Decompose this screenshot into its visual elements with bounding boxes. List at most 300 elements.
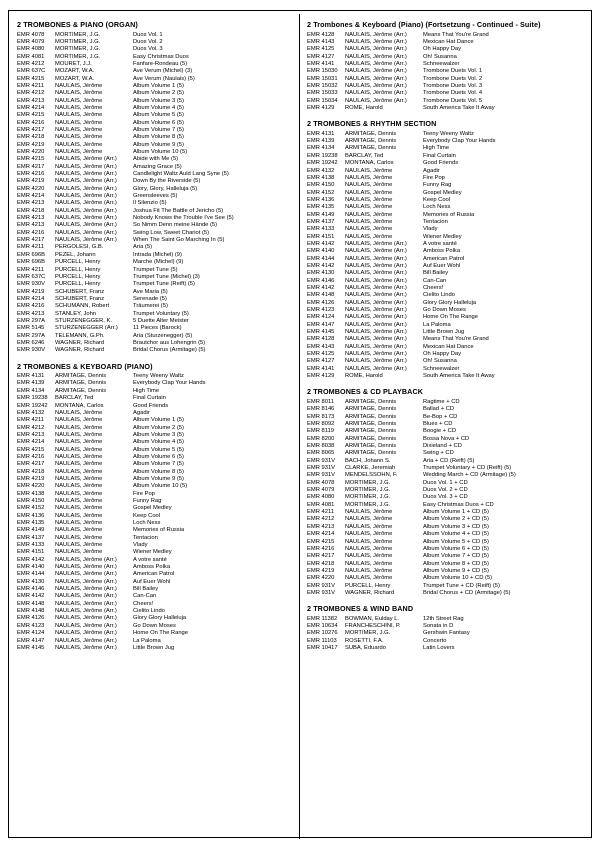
item-code: EMR 4139 [307,138,335,145]
item-composer: NAULAIS, Jérôme (Arr.) [345,46,407,53]
item-title: Duos Vol. 1 [133,31,163,38]
table-row [307,160,583,167]
item-composer: STANLEY, John [55,310,97,317]
item-title: Swing Low, Sweet Chariot (5) [133,229,210,236]
item-code: EMR 930V [17,281,46,288]
table-row [17,333,292,340]
item-title: Album Volume 9 (5) [133,475,184,482]
item-code: EMR 5145 [17,325,45,332]
item-title: Teeny Weeny Waltz [423,130,474,137]
item-title: Brautchor aus Lohengrin (5) [133,339,206,346]
item-title: Swing + CD [423,450,454,457]
item-title: Loch Ness [423,204,451,211]
item-composer: NAULAIS, Jérôme (Arr.) [345,60,407,67]
table-row [17,156,292,163]
item-code: EMR 4143 [307,38,335,45]
left-column [10,14,300,839]
item-composer: MOZART, W.A. [55,68,95,75]
item-code: EMR 8146 [307,406,335,413]
table-row [17,542,292,549]
item-title: Aria + CD (Reift) (5) [423,457,475,464]
table-row [307,502,583,509]
item-title: Good Friends [133,402,169,409]
item-title: Mexican Hat Dance [423,343,474,350]
item-title: Everybody Clap Your Hands [423,138,496,145]
table-row [307,616,583,623]
item-composer: NAULAIS, Jérôme (Arr.) [55,608,117,615]
item-code: EMR 637C [17,273,46,280]
item-composer: NAULAIS, Jérôme [345,560,393,567]
item-title: Album Volume 3 + CD (5) [423,523,489,530]
item-composer: PURCELL, Henry [55,266,101,273]
item-composer: NAULAIS, Jérôme [345,531,393,538]
item-title: Album Volume 10 + CD (5) [423,575,493,582]
catalog-table [17,32,292,355]
item-title: Sonata in D [423,623,454,630]
item-composer: PURCELL, Henry [55,273,101,280]
item-title: Down By the Riverside (5) [133,178,201,185]
item-composer: ARMITAGE, Dennis [55,387,107,394]
item-code: EMR 931V [307,472,336,479]
table-row [307,568,583,575]
item-code: EMR 4218 [17,134,45,141]
item-title: Gershwin Fantasy [423,630,470,637]
item-title: Trombone Duets Vol. 3 [423,82,483,89]
table-row [307,234,583,241]
item-code: EMR 19238 [307,152,338,159]
table-row [307,300,583,307]
item-code: EMR 4212 [307,516,335,523]
table-row [17,76,292,83]
item-composer: NAULAIS, Jérôme [55,505,103,512]
item-composer: BACH, Johann S. [345,457,391,464]
item-code: EMR 4214 [17,439,45,446]
item-code: EMR 4130 [307,270,335,277]
table-row [17,527,292,534]
item-composer: CLARKE, Jeremiah [345,465,396,472]
item-composer: NAULAIS, Jérôme (Arr.) [345,351,407,358]
catalog-table [307,131,583,381]
item-code: EMR 696B [17,251,46,258]
item-code: EMR 4137 [307,218,335,225]
item-composer: NAULAIS, Jérôme (Arr.) [55,637,117,644]
table-row [307,241,583,248]
table-row [17,630,292,637]
section-heading: 2 TROMBONES & PIANO (ORGAN) [17,20,138,29]
item-code: EMR 4081 [17,53,45,60]
table-row [17,32,292,39]
section-spacer [307,112,583,119]
item-code: EMR 4213 [17,200,45,207]
item-title: Trumpet Tune + CD (Reift) (5) [423,582,500,589]
item-code: EMR 4123 [17,622,45,629]
item-composer: NAULAIS, Jérôme [55,439,103,446]
item-composer: SCHUBERT, Franz [55,295,105,302]
item-code: EMR 4125 [307,351,335,358]
table-row [307,623,583,630]
item-composer: NAULAIS, Jérôme (Arr.) [55,615,117,622]
item-title: Bill Bailey [133,586,159,593]
item-composer: ARMITAGE, Dennis [345,428,397,435]
table-row [307,421,583,428]
table-row [17,325,292,332]
item-code: EMR 4215 [307,538,335,545]
item-code: EMR 4148 [307,292,335,299]
item-composer: NAULAIS, Jérôme (Arr.) [55,207,117,214]
table-row [17,388,292,395]
item-composer: NAULAIS, Jérôme [55,446,103,453]
item-code: EMR 8011 [307,398,334,405]
item-code: EMR 4132 [17,409,45,416]
table-row [17,425,292,432]
item-composer: STURZENEGGER (Arr.) [55,325,118,332]
item-code: EMR 4134 [307,145,335,152]
item-composer: NAULAIS, Jérôme [55,141,103,148]
item-code: EMR 8173 [307,413,335,420]
table-row [307,344,583,351]
section-spacer [307,380,583,387]
item-code: EMR 15032 [307,82,338,89]
item-code: EMR 4149 [307,211,335,218]
item-composer: NAULAIS, Jérôme (Arr.) [345,292,407,299]
item-title: Album Volume 5 (5) [133,112,184,119]
table-row [17,120,292,127]
item-code: EMR 4129 [307,104,335,111]
item-title: Vlady [133,542,148,549]
table-row [17,61,292,68]
table-row [307,590,583,597]
item-title: Trumpet Tune (5) [133,266,178,273]
item-composer: NAULAIS, Jérôme [345,182,393,189]
item-composer: MORTIMER, J.G. [55,38,101,45]
table-row [307,197,583,204]
table-row [307,366,583,373]
table-row [17,535,292,542]
section-heading: 2 TROMBONES & RHYTHM SECTION [307,119,437,129]
item-code: EMR 4216 [17,229,45,236]
table-row [307,190,583,197]
item-title: Bossa Nova + CD [423,435,470,442]
item-code: EMR 4217 [17,126,45,133]
item-code: EMR 4211 [307,509,334,516]
item-title: Fanfare-Rondeau (5) [133,60,188,67]
table-row [307,292,583,299]
item-composer: MENDELSSOHN, F. [345,472,398,479]
table-row [307,175,583,182]
item-title: Funny Rag [133,497,162,504]
item-composer: NAULAIS, Jérôme (Arr.) [345,97,407,104]
table-row [307,83,583,90]
item-composer: NAULAIS, Jérôme (Arr.) [55,185,117,192]
item-composer: NAULAIS, Jérôme [345,523,393,530]
item-title: South America Take It Away [423,104,495,111]
item-title: Go Down Moses [133,622,176,629]
item-title: Amboss Polka [133,564,171,571]
item-composer: NAULAIS, Jérôme [55,527,103,534]
table-row [17,476,292,483]
item-code: EMR 4127 [307,358,335,365]
item-composer: ARMITAGE, Dennis [345,145,397,152]
table-row [17,557,292,564]
item-code: EMR 4146 [307,277,335,284]
table-row [307,204,583,211]
table-row [307,329,583,336]
item-code: EMR 4214 [17,193,45,200]
item-composer: NAULAIS, Jérôme [55,542,103,549]
item-composer: NAULAIS, Jérôme (Arr.) [345,365,407,372]
item-code: EMR 4211 [17,82,44,89]
item-title: Trombone Duets Vol. 5 [423,97,483,104]
item-title: Gospel Medley [423,189,462,196]
table-row [17,90,292,97]
item-title: Mexican Hat Dance [423,38,474,45]
item-code: EMR 4215 [17,156,45,163]
table-row [307,336,583,343]
table-row [307,406,583,413]
item-composer: NAULAIS, Jérôme (Arr.) [345,240,407,247]
item-code: EMR 637C [17,68,46,75]
item-code: EMR 4142 [17,556,45,563]
item-composer: ARMITAGE, Dennis [345,421,397,427]
section-spacer [307,597,583,604]
item-composer: NAULAIS, Jérôme (Arr.) [345,270,407,277]
item-code: EMR 4212 [17,424,45,431]
item-title: High Time [423,145,450,152]
item-code: EMR 8065 [307,450,335,457]
item-composer: NAULAIS, Jérôme [55,549,103,556]
table-row [17,303,292,310]
item-composer: NAULAIS, Jérôme (Arr.) [55,215,117,222]
item-code: EMR 4213 [17,222,45,229]
item-code: EMR 4215 [17,446,45,453]
item-code: EMR 4125 [307,46,335,53]
item-title: Home On The Range [133,630,188,637]
table-row [17,347,292,354]
item-composer: NAULAIS, Jérôme [55,461,103,468]
item-composer: NAULAIS, Jérôme (Arr.) [55,200,117,207]
item-code: EMR 4213 [17,431,45,438]
item-title: Keep Cool [133,512,161,519]
item-code: EMR 4141 [307,60,335,67]
item-code: EMR 4216 [17,171,45,178]
item-composer: NAULAIS, Jérôme (Arr.) [55,556,117,563]
table-row [17,498,292,505]
table-row [17,164,292,171]
item-composer: NAULAIS, Jérôme [55,112,103,119]
item-code: EMR 4139 [17,380,45,387]
item-code: EMR 4144 [307,255,335,262]
item-title: Ballad + CD [423,406,455,413]
item-composer: NAULAIS, Jérôme (Arr.) [55,578,117,585]
item-title: Memories of Russia [133,527,185,534]
item-composer: PERGOLESI, G.B. [55,244,104,251]
table-row [17,149,292,156]
item-title: Album Volume 6 (5) [133,453,184,460]
item-composer: NAULAIS, Jérôme [55,534,103,541]
item-code: EMR 4152 [307,189,335,196]
item-code: EMR 4081 [307,501,335,508]
item-title: Bill Bailey [423,270,449,277]
item-title: Album Volume 1 + CD (5) [423,509,489,516]
item-code: EMR 6246 [17,339,45,346]
item-composer: NAULAIS, Jérôme [345,509,393,516]
table-row [17,178,292,185]
item-code: EMR 4140 [307,248,335,255]
item-composer: PURCELL, Henry [55,281,101,288]
item-composer: NAULAIS, Jérôme (Arr.) [55,193,117,200]
item-composer: NAULAIS, Jérôme (Arr.) [345,75,407,82]
item-title: Träumerei (5) [133,303,168,310]
item-title: Wedding March + CD (Armitage) (5) [423,472,516,479]
item-title: Tentacion [133,534,158,541]
item-title: 5 Duette Alter Meister [133,317,189,324]
item-title: Album Volume 5 + CD (5) [423,538,489,545]
table-row [307,575,583,582]
item-code: EMR 4219 [17,178,45,185]
item-code: EMR 4150 [17,497,45,504]
item-code: EMR 4140 [17,564,45,571]
item-title: Final Curtain [133,395,166,402]
item-title: Album Volume 3 (5) [133,431,184,438]
table-row [17,244,292,251]
item-code: EMR 4124 [17,630,45,637]
item-title: Good Friends [423,160,459,167]
item-code: EMR 297A [17,317,46,324]
item-title: Oh! Susanna [423,358,457,365]
item-composer: MOURET, J.J. [55,60,92,67]
item-code: EMR 19238 [17,395,48,402]
item-title: Loch Ness [133,520,161,526]
item-code: EMR 4145 [17,644,45,651]
item-composer: ROME, Harold [345,373,383,380]
item-composer: NAULAIS, Jérôme [55,104,103,111]
catalog-table [307,616,583,653]
item-composer: WAGNER, Richard [55,339,105,346]
table-row [307,472,583,479]
item-code: EMR 4213 [17,310,45,317]
item-title: Il Silenzio (5) [133,200,167,207]
table-row [307,105,583,112]
item-title: Album Volume 7 + CD (5) [423,553,489,560]
item-title: Album Volume 3 (5) [133,97,184,104]
table-row [307,436,583,443]
table-row [307,480,583,487]
item-title: Album Volume 8 (5) [133,134,184,141]
table-row [17,410,292,417]
item-composer: NAULAIS, Jérôme (Arr.) [55,229,117,236]
item-composer: NAULAIS, Jérôme [55,417,103,424]
item-title: Keep Cool [423,196,451,203]
item-composer: ARMITAGE, Dennis [345,450,397,457]
table-row [307,373,583,380]
item-code: EMR 931V [307,582,336,589]
table-row [307,443,583,450]
item-title: Ave Verum (Naulais) (5) [133,75,195,82]
item-title: Aria (Sturzenegger) (5) [133,332,193,339]
table-row [17,447,292,454]
table-row [307,428,583,435]
item-title: Duos Vol. 2 + CD [423,487,468,494]
item-title: Nobody Knows the Trouble I've See (5) [133,215,234,222]
item-title: Bridal Chorus (Armitage) (5) [133,347,206,354]
item-composer: NAULAIS, Jérôme (Arr.) [345,329,407,336]
table-row [17,281,292,288]
table-row [17,237,292,244]
item-code: EMR 4128 [307,336,335,343]
item-composer: NAULAIS, Jérôme [55,90,103,97]
item-title: Little Brown Jug [133,644,175,651]
table-row [307,630,583,637]
table-row [307,553,583,560]
item-code: EMR 15033 [307,90,338,97]
item-title: Joshua Fit The Battle of Jericho (5) [133,207,224,214]
table-row [307,270,583,277]
item-composer: SCHUBERT, Franz [55,288,105,295]
item-code: EMR 4126 [17,615,45,622]
item-code: EMR 4220 [17,185,45,192]
item-title: A votre santé [423,240,457,247]
table-row [307,285,583,292]
table-row [307,182,583,189]
item-title: Marche (Michel) (9) [133,259,184,266]
item-composer: NAULAIS, Jérôme (Arr.) [55,163,117,170]
item-code: EMR 4130 [17,578,45,585]
item-code: EMR 4211 [17,417,44,424]
item-title: Album Volume 2 (5) [133,90,184,97]
table-row [17,645,292,652]
item-code: EMR 4129 [307,373,335,380]
table-row [307,531,583,538]
item-composer: NAULAIS, Jérôme (Arr.) [55,237,117,244]
table-row [307,516,583,523]
table-row [307,219,583,226]
item-title: Teeny Weeny Waltz [133,373,184,380]
item-code: EMR 4220 [17,483,45,490]
item-title: Album Volume 2 (5) [133,424,184,431]
item-title: Final Curtain [423,152,456,159]
item-title: Cielito Lindo [133,608,165,615]
item-code: EMR 4217 [17,163,45,170]
table-row [17,171,292,178]
item-composer: NAULAIS, Jérôme (Arr.) [55,564,117,571]
item-code: EMR 4151 [17,549,45,556]
item-title: Can-Can [423,277,447,284]
table-row [17,483,292,490]
table-row [307,145,583,152]
item-code: EMR 10417 [307,645,338,652]
item-title: Little Brown Jug [423,329,465,336]
item-composer: NAULAIS, Jérôme [55,82,103,89]
item-code: EMR 8119 [307,428,334,435]
table-row [17,274,292,281]
table-row [17,142,292,149]
item-code: EMR 4150 [307,182,335,189]
item-title: Everybody Clap Your Hands [133,380,206,387]
item-code: EMR 10276 [307,630,338,637]
item-code: EMR 931V [307,589,336,596]
item-composer: NAULAIS, Jérôme [55,119,103,126]
item-code: EMR 4142 [17,593,45,600]
table-row [307,263,583,270]
table-row [307,494,583,501]
item-composer: NAULAIS, Jérôme [345,553,393,560]
item-composer: TELEMANN, G.Ph. [55,332,105,339]
item-title: Dixieland + CD [423,443,462,450]
item-composer: NAULAIS, Jérôme [55,468,103,475]
item-composer: NAULAIS, Jérôme [55,424,103,431]
item-composer: MOZART, W.A. [55,75,95,82]
item-composer: NAULAIS, Jérôme (Arr.) [345,314,407,321]
